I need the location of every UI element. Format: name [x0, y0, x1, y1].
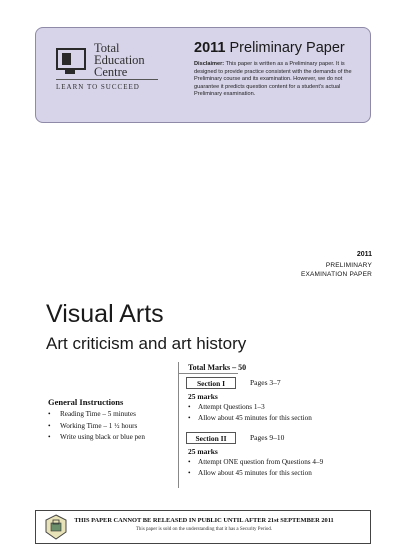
- section-1-marks: 25 marks: [188, 392, 218, 401]
- general-instructions-list: [48, 409, 145, 444]
- list-item: • Attempt ONE question from Questions 4–9: [188, 457, 323, 468]
- column-divider: [178, 362, 179, 488]
- computer-monitor-icon: [56, 48, 86, 70]
- section-1-pages: Pages 3–7: [250, 378, 281, 387]
- list-item: • Allow about 45 minutes for this section: [188, 413, 312, 424]
- general-instructions-heading: General Instructions: [48, 397, 124, 407]
- security-notice: This paper is sold on the understanding that it has a Security Period.: [135, 527, 273, 532]
- section-1-label: Section I: [186, 377, 236, 389]
- subject-title: Visual Arts: [46, 300, 164, 328]
- list-item: • Reading Time – 5 minutes: [48, 409, 145, 421]
- logo-name: Total Education Centre: [94, 41, 145, 79]
- section-2-label: Section II: [186, 432, 236, 444]
- release-notice: THIS PAPER CANNOT BE RELEASED IN PUBLIC UNTIL AFTER 21st SEPTEMBER 2011: [74, 517, 334, 524]
- section-1-instructions: [188, 402, 312, 424]
- list-item: • Working Time – 1 ½ hours: [48, 421, 145, 433]
- subject-subtitle: Art criticism and art history: [46, 334, 247, 353]
- total-marks-rule: [178, 373, 238, 374]
- disclaimer: Disclaimer: This paper is written as a Preliminary paper. It is designed to provide practice consistent with the demands of the Preliminary course and its examination. However, we do not guarantee it predicts question content for a student's actual Preliminary examination.: [194, 61, 352, 98]
- section-2-marks: 25 marks: [188, 447, 218, 456]
- total-education-centre-logo: [56, 42, 164, 106]
- logo-tagline: LEARN TO SUCCEED: [56, 83, 140, 91]
- security-footer: [35, 510, 371, 544]
- list-item: • Allow about 45 minutes for this section: [188, 468, 323, 479]
- section-2-instructions: [188, 457, 323, 479]
- paper-title: 2011 Preliminary Paper: [194, 40, 345, 56]
- header-banner: [35, 27, 371, 123]
- exam-type: PRELIMINARY EXAMINATION PAPER: [300, 262, 372, 278]
- exam-year: 2011: [356, 251, 372, 258]
- list-item: • Attempt Questions 1–3: [188, 402, 312, 413]
- section-2-pages: Pages 9–10: [250, 433, 285, 442]
- total-marks: Total Marks – 50: [188, 363, 247, 372]
- list-item: • Write using black or blue pen: [48, 432, 145, 444]
